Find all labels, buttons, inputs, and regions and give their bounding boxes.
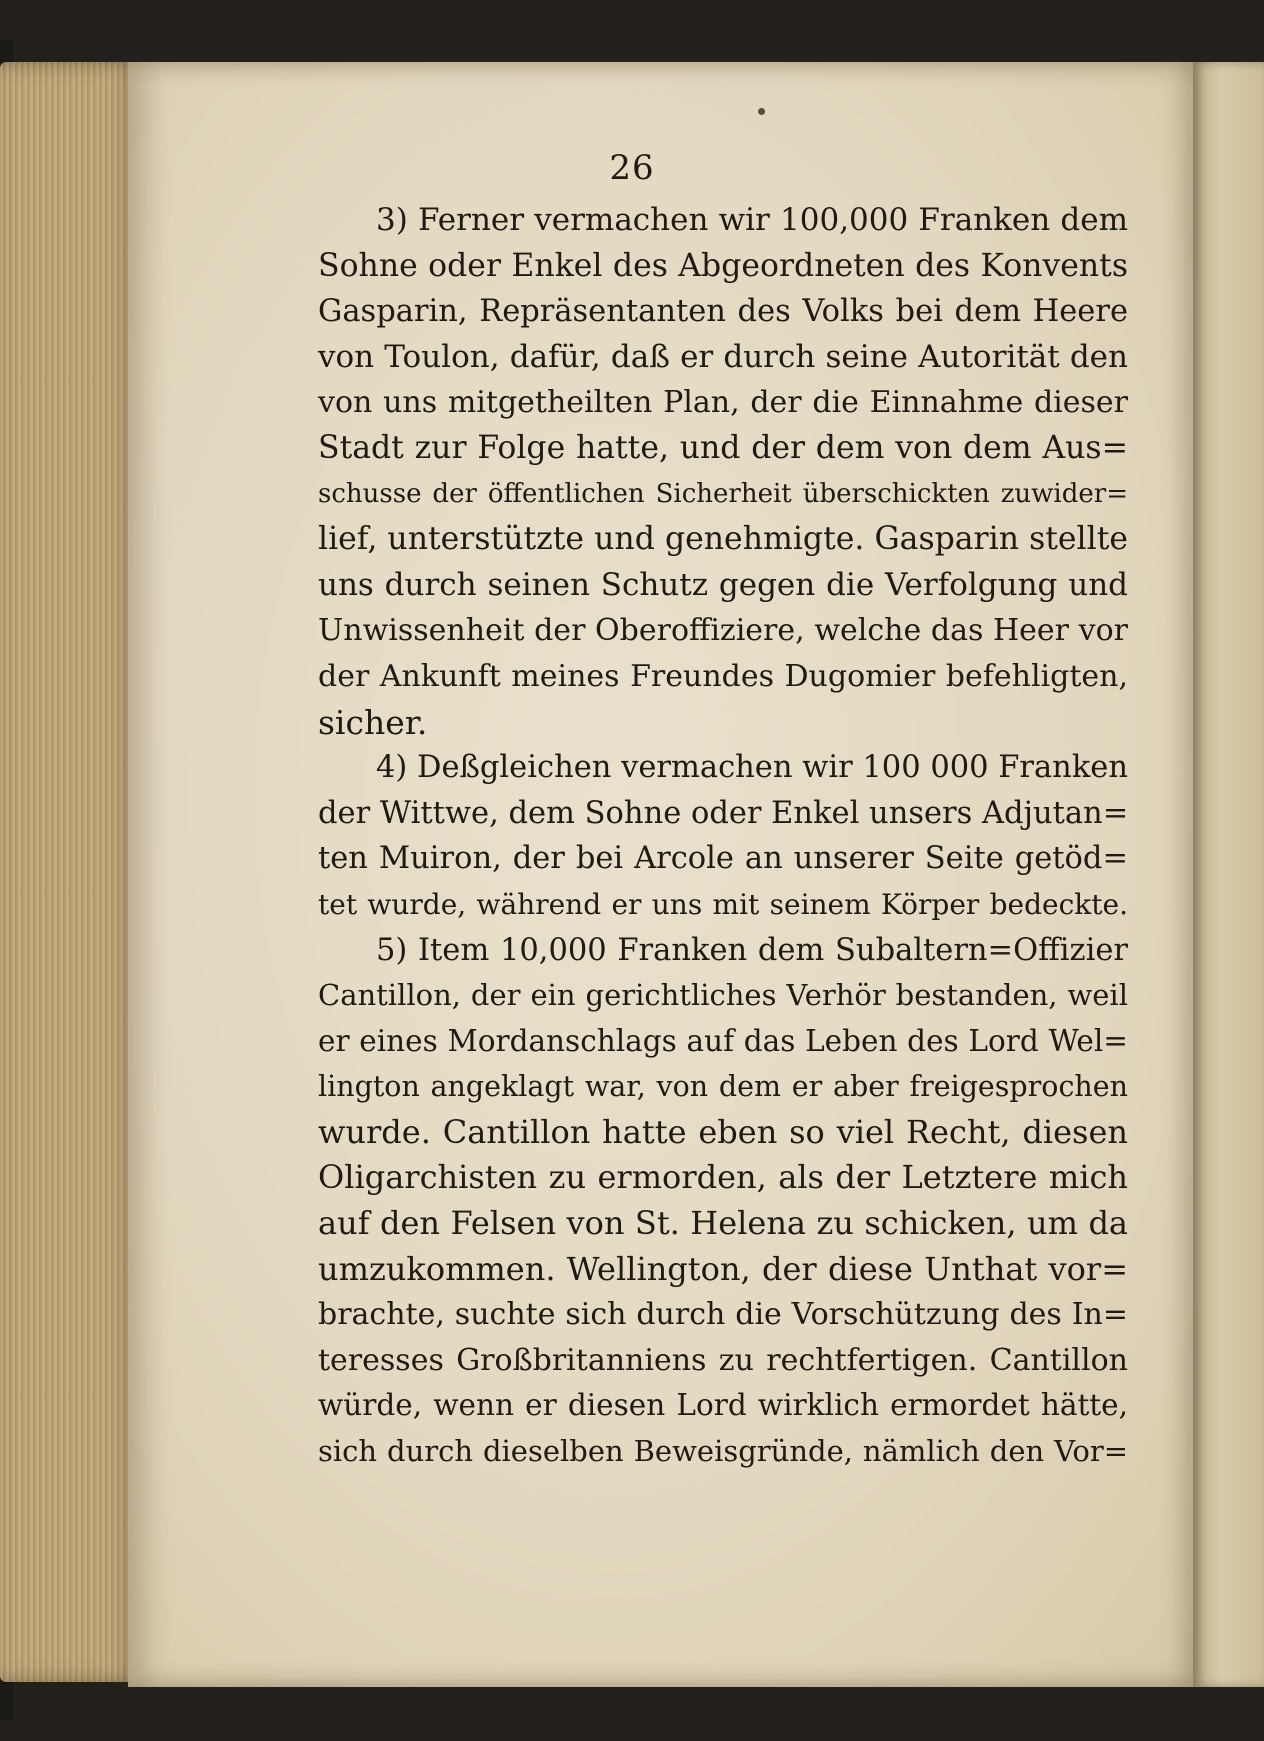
text-line: der Wittwe, dem Sohne oder Enkel unsers Adjutan= [318, 795, 1129, 831]
text-line: Sohne oder Enkel des Abgeordneten des Konvents [318, 247, 1128, 284]
text-line: würde, wenn er diesen Lord wirklich ermordet hätte, [318, 1388, 1128, 1423]
text-line: lief, unterstützte und genehmigte. Gasparin stellte [318, 521, 1128, 558]
text-line: wurde. Cantillon hatte eben so viel Recht, diesen [318, 1112, 1128, 1151]
text-line: 3) Ferner vermachen wir 100,000 Franken dem [376, 202, 1128, 238]
text-line: Stadt zur Folge hatte, und der dem von dem Aus= [318, 429, 1128, 466]
text-line: sich durch dieselben Beweisgründe, nämlich den Vor= [318, 1434, 1128, 1469]
text-line: von Toulon, dafür, daß er durch seine Autorität den [318, 338, 1128, 375]
text-line: lington angeklagt war, von dem er aber freigesprochen [318, 1070, 1128, 1104]
text-line: 4) Deßgleichen vermachen wir 100 000 Franken [376, 750, 1128, 786]
body-text [318, 198, 1128, 1475]
text-line: uns durch seinen Schutz gegen die Verfolgung und [318, 566, 1128, 603]
page-number: 26 [609, 148, 655, 188]
facing-page-edge [1193, 62, 1264, 1687]
text-line: ten Muiron, der bei Arcole an unserer Seite getöd= [318, 841, 1128, 877]
text-line: der Ankunft meines Freundes Dugomier befehligten, [318, 658, 1128, 694]
text-line: von uns mitgetheilten Plan, der die Einnahme dieser [318, 385, 1128, 421]
page-stack-left [0, 62, 140, 1682]
text-line: 5) Item 10,000 Franken dem Subaltern=Offizier [376, 932, 1128, 968]
text-line: teresses Großbritanniens zu rechtfertigen. Cantillon [318, 1342, 1128, 1378]
text-line: schusse der öffentlichen Sicherheit überschickten zuwider= [318, 478, 1128, 509]
text-line: Unwissenheit der Oberoffiziere, welche das Heer vor [318, 613, 1128, 649]
text-line: umzukommen. Wellington, der diese Unthat vor= [318, 1249, 1128, 1288]
text-line: er eines Mordanschlags auf das Leben des Lord Wel= [318, 1023, 1128, 1058]
ink-speck [758, 108, 765, 115]
text-line: auf den Felsen von St. Helena zu schicken, um da [318, 1204, 1128, 1243]
text-line: Cantillon, der ein gerichtliches Verhör bestanden, weil [318, 978, 1128, 1013]
text-line: sicher. [318, 702, 428, 742]
text-line: brachte, suchte sich durch die Vorschützung des In= [318, 1297, 1128, 1333]
text-line: Oligarchisten zu ermorden, als der Letztere mich [318, 1158, 1128, 1197]
text-line: Gasparin, Repräsentanten des Volks bei dem Heere [318, 294, 1128, 330]
text-line: tet wurde, während er uns mit seinem Körper bedeckte. [318, 887, 1128, 921]
